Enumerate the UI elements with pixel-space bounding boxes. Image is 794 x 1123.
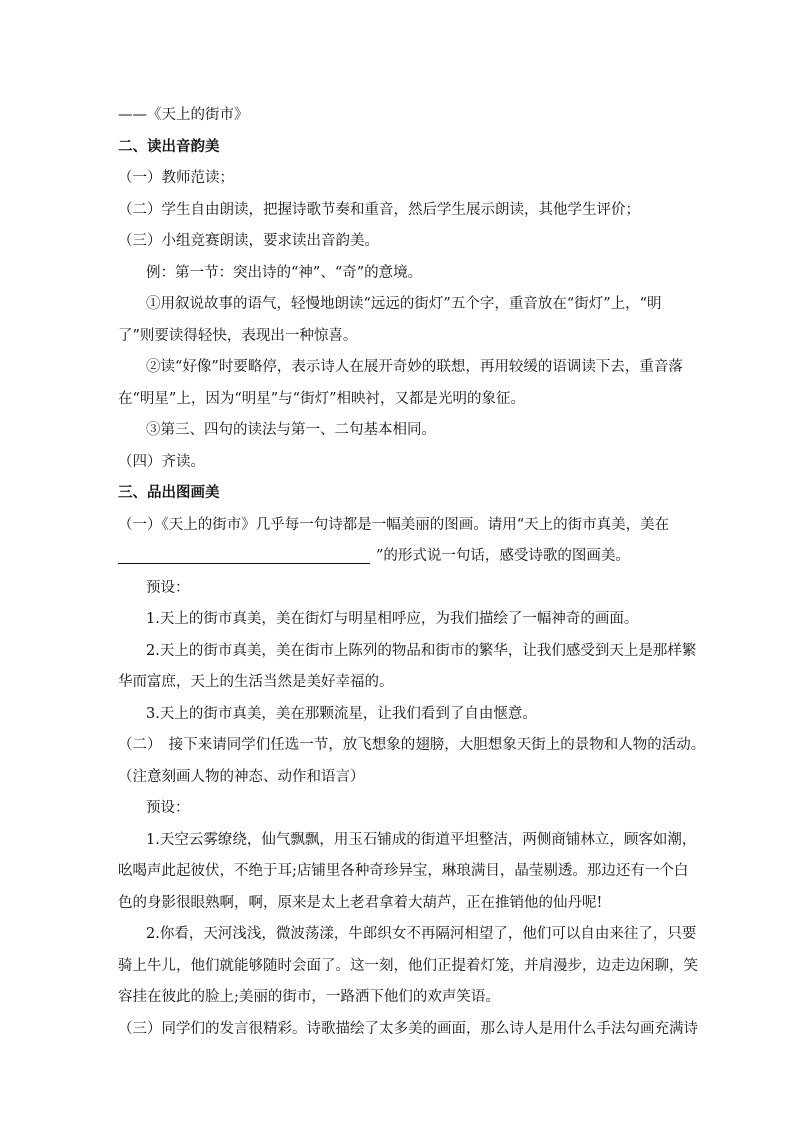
document-body (118, 100, 706, 1045)
paragraph-line: （三）同学们的发言很精彩。诗歌描绘了太多美的画面，那么诗人是用什么手法勾画充满诗 (118, 1020, 698, 1037)
paragraph-line: （一）《天上的街市》几乎每一句诗都是一幅美丽的图画。请用“天上的街市真美，美在 (118, 516, 670, 533)
preset-item: 1.天上的街市真美，美在街灯与明星相呼应，为我们描绘了一幅神奇的画面。 (146, 611, 639, 627)
fill-in-blank[interactable] (118, 549, 370, 564)
section-heading-3: 三、品出图画美 (118, 485, 220, 501)
paragraph-line: ①用叙说故事的语气，轻慢地朗读“远远的街灯”五个字，重音放在“街灯”上，“明 (146, 296, 662, 312)
paragraph-line: 色的身影很眼熟啊，啊，原来是太上老君拿着大葫芦，正在推销他的仙丹呢! (118, 894, 603, 911)
preset-item: 2.你看，天河浅浅，微波荡漾，牛郎织女不再隔河相望了，他们可以自由来往了，只要 (146, 926, 697, 942)
paragraph-line: 在“明星”上，因为“明星”与“街灯”相映衬，又都是光明的象征。 (118, 390, 525, 407)
preset-item: 2.天上的街市真美，美在街市上陈列的物品和街市的繁华，让我们感受到天上是那样繁 (146, 642, 697, 659)
paragraph-line: （二） 接下来请同学们任选一节，放飞想象的翅膀，大胆想象天街上的景物和人物的活动。 (118, 737, 706, 753)
paragraph-line: （注意刻画人物的神态、动作和语言） (118, 768, 365, 785)
paragraph-line: 容挂在彼此的脸上;美丽的街市，一路洒下他们的欢声笑语。 (118, 989, 500, 1005)
example-line: 例：第一节：突出诗的“神”、“奇”的意境。 (146, 264, 423, 281)
preset-item: 1.天空云雾缭绕，仙气飘飘，用玉石铺成的街道平坦整洁，两侧商铺林立，顾客如潮， (146, 831, 697, 848)
paragraph-line: （三）小组竞赛朗读，要求读出音韵美。 (118, 233, 379, 249)
paragraph-line: ②读“好像”时要略停，表示诗人在展开奇妙的联想，再用较缓的语调读下去，重音落 (146, 359, 683, 375)
paragraph-line: 了”则要读得轻快，表现出一种惊喜。 (118, 327, 358, 344)
section-heading-2: 二、读出音韵美 (118, 138, 220, 155)
preset-item: 3.天上的街市真美，美在那颗流星，让我们看到了自由惬意。 (146, 705, 537, 722)
paragraph-line: （二）学生自由朗读，把握诗歌节奏和重音，然后学生展示朗读，其他学生评价； (118, 201, 640, 218)
paragraph-line: （四）齐读。 (118, 453, 205, 470)
subtitle-line: ——《天上的街市》 (118, 107, 249, 123)
fill-in-line (118, 541, 683, 573)
paragraph-line: （一）教师范读； (118, 170, 234, 186)
fill-in-text: ”的形式说一句话，感受诗歌的图画美。 (376, 548, 630, 564)
paragraph-line: ③第三、四句的读法与第一、二句基本相同。 (146, 422, 436, 438)
paragraph-line: 华而富庶，天上的生活当然是美好幸福的。 (118, 674, 394, 690)
paragraph-line: 骑上牛儿，他们就能够随时会面了。这一刻，他们正提着灯笼，并肩漫步，边走边闲聊，笑 (118, 957, 698, 974)
paragraph-line: 吆喝声此起彼伏，不绝于耳;店铺里各种奇珍异宝，琳琅满目，晶莹剔透。那边还有一个白 (118, 863, 689, 879)
preset-label: 预设： (146, 579, 190, 596)
preset-label: 预设： (146, 800, 190, 816)
